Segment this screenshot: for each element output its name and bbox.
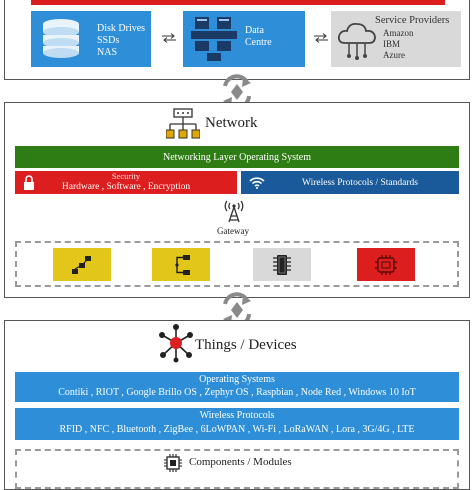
datacentre-line-2: Centre bbox=[245, 37, 272, 48]
security-title: Security bbox=[111, 171, 141, 181]
database-icon bbox=[39, 18, 83, 58]
network-nodes-icon bbox=[71, 255, 93, 275]
wireless-standards-bar bbox=[241, 171, 459, 194]
things-panel bbox=[4, 320, 470, 490]
things-title: Things / Devices bbox=[195, 337, 297, 353]
router-tile bbox=[152, 248, 210, 281]
datacentre-line-1: Data bbox=[245, 25, 264, 36]
bidirectional-arrow-icon bbox=[313, 33, 329, 43]
wireless-standards-label: Wireless Protocols / Standards bbox=[302, 177, 418, 188]
provider-amazon: Amazon bbox=[383, 28, 414, 38]
networking-os-bar bbox=[15, 146, 459, 168]
components-label: Components / Modules bbox=[189, 456, 292, 468]
microchip-icon bbox=[272, 253, 292, 277]
chip-tile bbox=[253, 248, 311, 281]
processor-icon bbox=[374, 254, 398, 276]
flow-nodes-icon bbox=[171, 254, 191, 276]
network-switch-tile bbox=[53, 248, 111, 281]
bidirectional-arrow-icon bbox=[161, 33, 177, 43]
iot-hub-icon bbox=[157, 323, 195, 363]
components-group bbox=[15, 449, 459, 489]
antenna-tower-icon bbox=[223, 197, 245, 223]
operating-systems-items: Contiki , RIOT , Google Brillo OS , Zephyr OS , Raspbian , Node Red , Windows 10 IoT bbox=[58, 387, 416, 398]
provider-ibm: IBM bbox=[383, 39, 401, 49]
disk-line-1: Disk Drives bbox=[97, 23, 146, 34]
cloud-network-icon bbox=[335, 17, 379, 61]
security-bar bbox=[15, 171, 237, 194]
operating-systems-bar bbox=[15, 372, 459, 402]
disk-drives-box bbox=[31, 11, 151, 67]
server-rack-icon bbox=[189, 15, 239, 63]
network-title: Network bbox=[205, 115, 258, 131]
service-providers-box bbox=[331, 11, 461, 67]
network-topology-icon bbox=[166, 108, 200, 140]
wireless-protocols-items: RFID , NFC , Bluetooth , ZigBee , 6LoWPAN , Wi-Fi , LoRaWAN , Lora , 3G/4G , LTE bbox=[59, 424, 415, 435]
processor-tile bbox=[357, 248, 415, 281]
circuit-board-icon bbox=[163, 453, 183, 473]
wireless-protocols-title: Wireless Protocols bbox=[199, 410, 275, 421]
provider-azure: Azure bbox=[383, 50, 405, 60]
disk-line-3: NAS bbox=[97, 47, 118, 58]
service-providers-title: Service Providers bbox=[375, 15, 450, 26]
security-items: Hardware , Software , Encryption bbox=[61, 182, 191, 192]
networking-os-label: Networking Layer Operating System bbox=[162, 151, 312, 163]
network-panel bbox=[4, 102, 470, 298]
storage-top-red-bar bbox=[31, 0, 445, 5]
data-centre-box bbox=[183, 11, 305, 67]
wireless-protocols-bar bbox=[15, 408, 459, 440]
storage-panel bbox=[4, 0, 470, 80]
gateway-label: Gateway bbox=[217, 226, 249, 236]
operating-systems-title: Operating Systems bbox=[199, 374, 275, 385]
disk-line-2: SSDs bbox=[97, 35, 120, 46]
